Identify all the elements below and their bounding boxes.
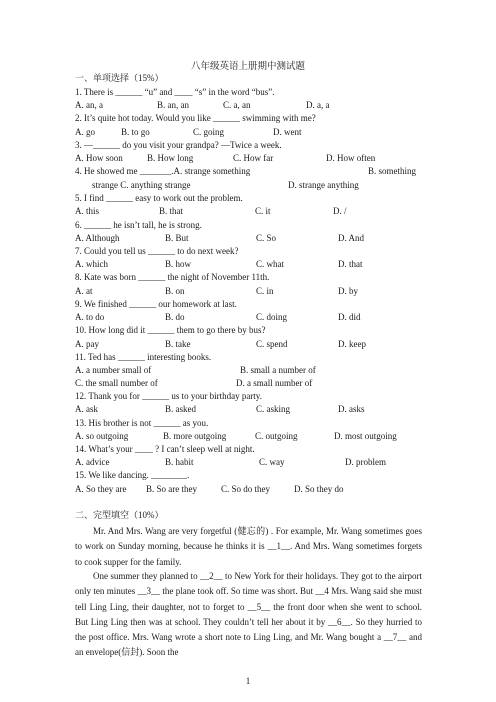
option-a: A. at xyxy=(75,286,93,296)
option-d: D. / xyxy=(333,206,347,216)
question-stem: 3. —______ do you visit your grandpa? —Twice a week. xyxy=(75,140,282,150)
option-d: D. that xyxy=(338,259,363,269)
question-stem: 15. We like dancing. ________. xyxy=(75,470,190,480)
option-a: A. this xyxy=(75,206,100,216)
option-d: D. How often xyxy=(326,153,376,163)
question-options-line: strange C. anything strange xyxy=(92,180,191,190)
question-stem: 8. Kate was born ______ the night of November 11th. xyxy=(75,272,270,282)
cloze-paragraph: Mr. And Mrs. Wang are very forgetful (健忘的) . For example, Mr. Wang sometimes goes to work on Sunday morning, because he thinks it is __1__. And Mrs. Wang sometimes forgets to cook supper for the family. xyxy=(75,526,422,567)
option-a: A. so outgoing xyxy=(75,431,129,441)
option-d: D. keep xyxy=(338,339,366,349)
section-heading-multiple-choice: 一、单项选择（15%） xyxy=(75,73,164,83)
question-stem: 6. ______ he isn’t tall, he is strong. xyxy=(75,220,202,230)
option-d: D. most outgoing xyxy=(334,431,397,441)
option-a: A. So they are xyxy=(75,484,127,494)
question-stem: 7. Could you tell us ______ to do next week? xyxy=(75,246,239,256)
option-a: A. How soon xyxy=(75,153,123,163)
question-stem: 14. What’s your ____ ? I can’t sleep well at night. xyxy=(75,444,255,454)
option-d: D. by xyxy=(338,286,358,296)
option-b: B. habit xyxy=(165,457,194,467)
option-c: C. outgoing xyxy=(255,431,298,441)
option-b: B. small a number of xyxy=(240,365,316,375)
option-b: B. But xyxy=(165,233,189,243)
option-b: B. more outgoing xyxy=(163,431,227,441)
option-d: D. a small number of xyxy=(236,378,313,388)
question-stem: 4. He showed me _______.A. strange something xyxy=(75,166,251,176)
option-b: B. on xyxy=(165,286,185,296)
option-d: D. a, a xyxy=(306,100,330,110)
option-c: C. what xyxy=(256,259,284,269)
option-c: C. going xyxy=(193,127,225,137)
option-a: A. ask xyxy=(75,404,98,414)
section-heading-cloze: 二、完型填空（10%） xyxy=(75,510,164,520)
option-c: C. spend xyxy=(256,339,288,349)
option-b: B. asked xyxy=(165,404,196,414)
option-d: D. strange anything xyxy=(288,180,359,190)
option-b: B. take xyxy=(165,339,191,349)
question-stem: 1. There is ______ “u” and ____ “s” in the word “bus”. xyxy=(75,87,275,97)
option-a: A. to do xyxy=(75,312,105,322)
option-b: B. do xyxy=(165,312,185,322)
option-d: D. problem xyxy=(345,457,386,467)
option-a: A. advice xyxy=(75,457,110,467)
option-d: D. So they do xyxy=(294,484,344,494)
option-c: C. in xyxy=(256,286,274,296)
option-c: C. way xyxy=(259,457,285,467)
option-c: C. How far xyxy=(233,153,274,163)
option-c: C. it xyxy=(255,206,271,216)
option-a: A. Although xyxy=(75,233,120,243)
option-a: A. pay xyxy=(75,339,99,349)
question-stem: 11. Ted has ______ interesting books. xyxy=(75,352,212,362)
option-c: C. doing xyxy=(256,312,288,322)
question-stem: 13. His brother is not ______ as you. xyxy=(75,418,209,428)
option-d: D. And xyxy=(338,233,365,243)
option-b: B. How long xyxy=(147,153,194,163)
page-number: 1 xyxy=(245,676,251,686)
option-a: A. which xyxy=(75,259,108,269)
option-b: B. an, an xyxy=(157,100,189,110)
option-d: D. asks xyxy=(338,404,365,414)
page-title: 八年级英语上册期中测试题 xyxy=(190,62,305,72)
option-c: C. asking xyxy=(256,404,291,414)
option-a: A. an, a xyxy=(75,100,103,110)
option-b: B. that xyxy=(159,206,183,216)
option-c: C. So do they xyxy=(221,484,271,494)
question-stem: 12. Thank you for ______ us to your birthday party. xyxy=(75,391,262,401)
question-stem: 9. We finished ______ our homework at last. xyxy=(75,299,237,309)
option-b: B. to go xyxy=(121,127,150,137)
option-c: C. the small number of xyxy=(75,378,158,388)
cloze-paragraph: One summer they planned to __2__ to New York for their holidays. They got to the airport only ten minutes __3__ the plane took off. So time was short. But __4 Mrs. Wang said she must tell Ling Ling, their daughter, not to forget to __5__ the front door when she went to school. But Ling Ling then was at school. They couldn’t tell her about it by __6__. So they hurried to the post office. Mrs. Wang wrote a short note to Ling Ling, and Mr. Wang bought a __7__ and an envelope(信封). Soon the xyxy=(75,571,422,658)
question-stem: 10. How long did it ______ them to go there by bus? xyxy=(75,325,266,335)
option-c: C. a, an xyxy=(223,100,251,110)
option-d: D. did xyxy=(338,312,361,322)
option-b: B. So are they xyxy=(146,484,197,494)
option-a: A. go xyxy=(75,127,95,137)
option-a: A. a number small of xyxy=(75,365,152,375)
option-d: D. went xyxy=(273,127,302,137)
option-b: B. something xyxy=(368,166,417,176)
question-stem: 5. I find ______ easy to work out the problem. xyxy=(75,193,243,203)
option-b: B. how xyxy=(165,259,192,269)
option-c: C. So xyxy=(256,233,277,243)
question-stem: 2. It’s quite hot today. Would you like ______ swimming with me? xyxy=(75,113,316,123)
